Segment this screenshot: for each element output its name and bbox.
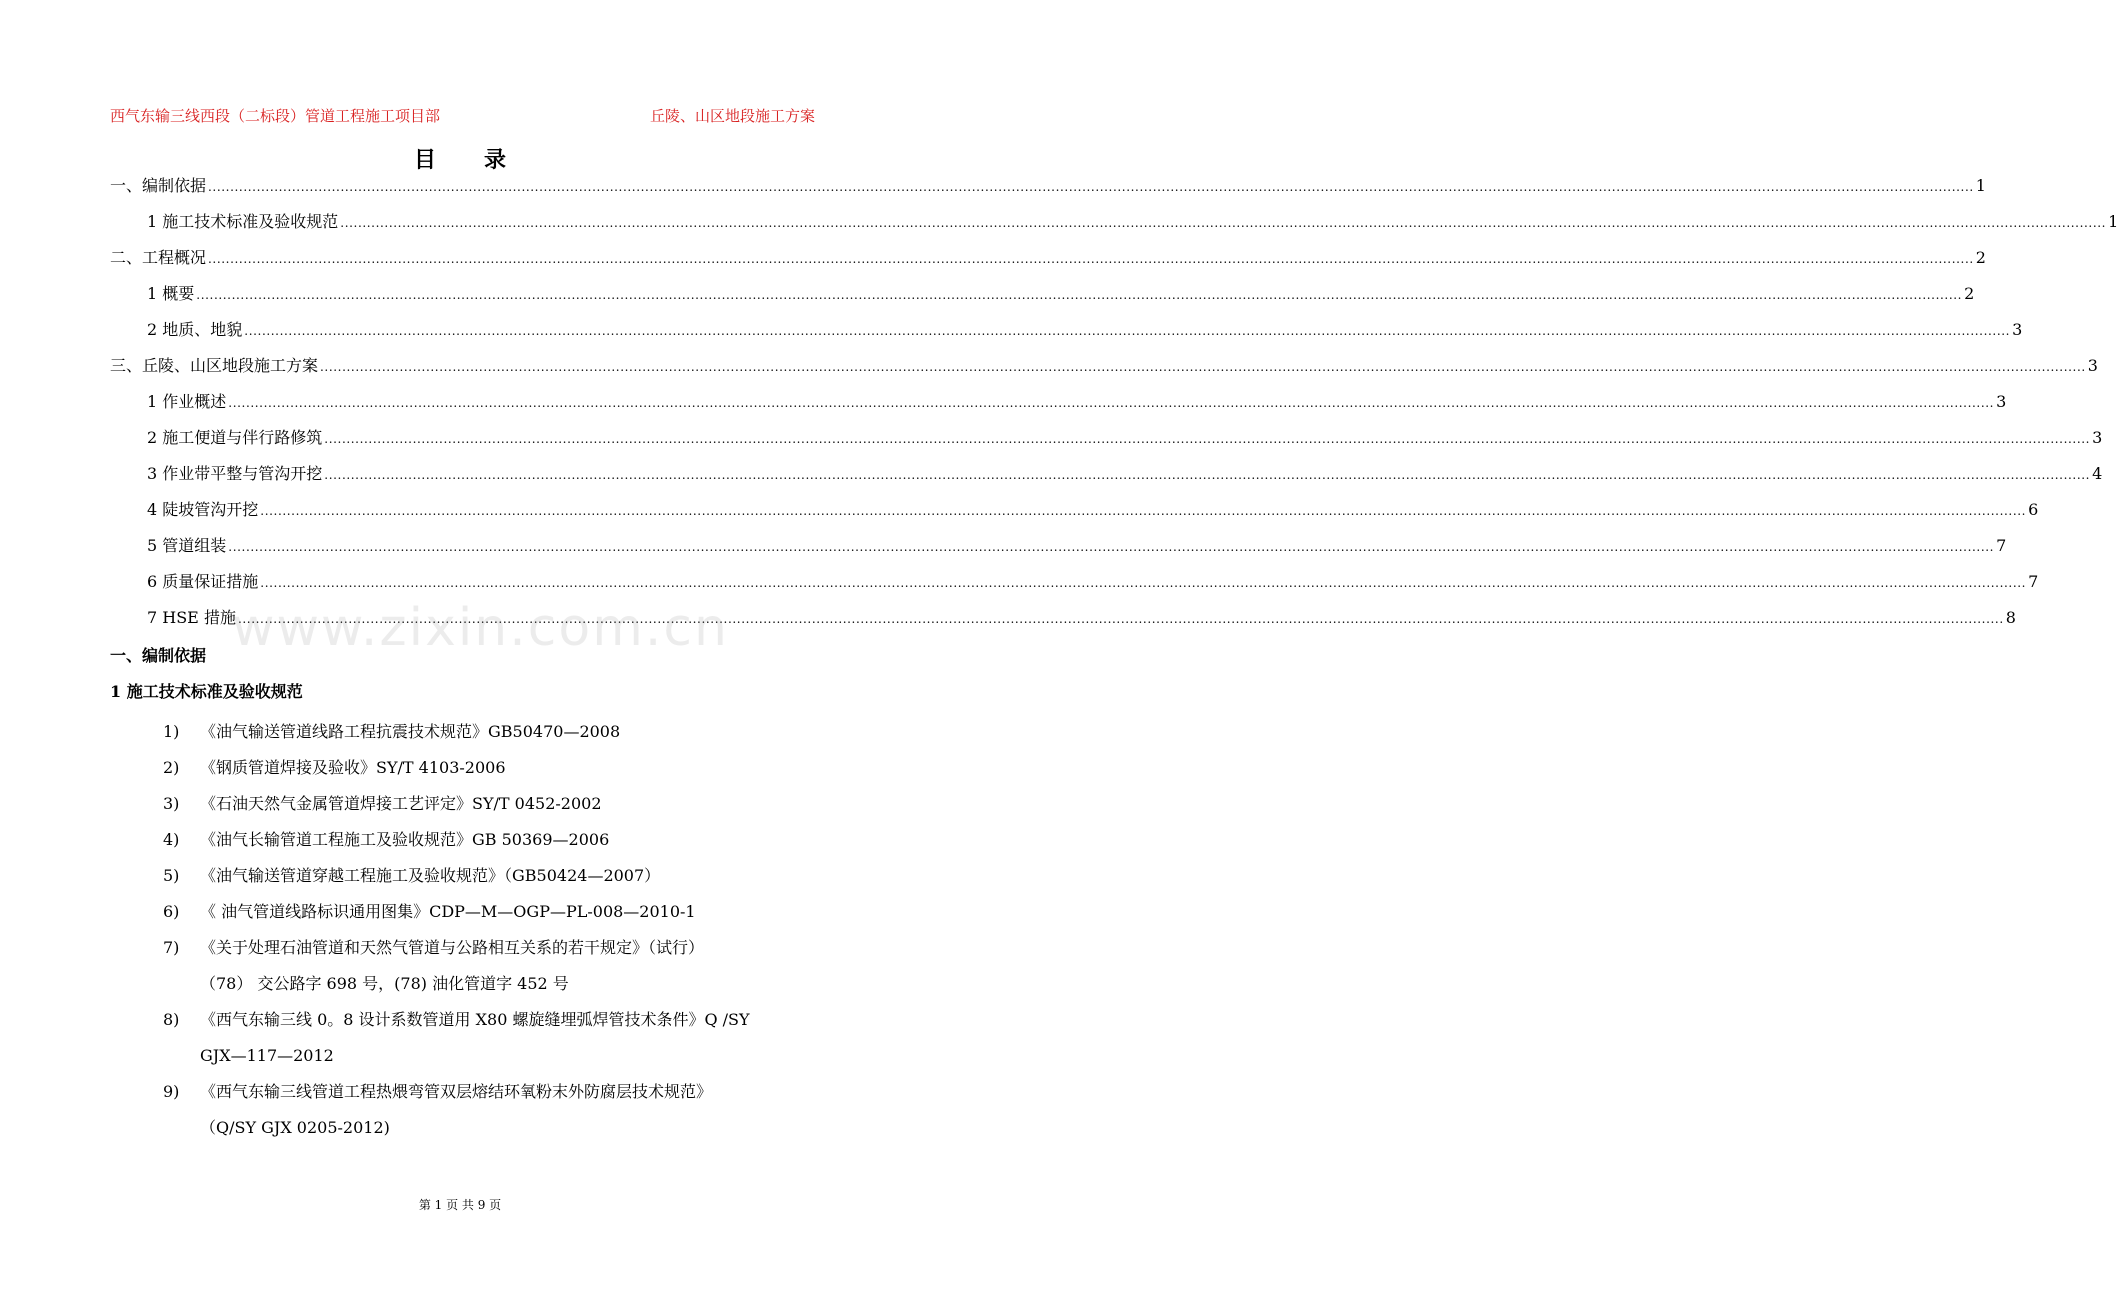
header-project-name: 西气东输三线西段（二标段）管道工程施工项目部: [110, 107, 441, 125]
toc-entry[interactable]: [110, 207, 2118, 243]
toc-entry-page: 7: [1996, 536, 2007, 555]
toc-entry[interactable]: [110, 531, 2007, 567]
reference-item: [163, 786, 823, 822]
toc-leader-dots: ................................................................................................................................................................................................................................................................................................................................................................................................................: [237, 612, 2004, 626]
reference-number: 4): [163, 830, 180, 849]
reference-item: [163, 714, 823, 750]
reference-number: 5): [163, 866, 180, 885]
toc-leader-dots: ................................................................................................................................................................................................................................................................................................................................................................................................................: [244, 324, 2011, 338]
reference-number: 7): [163, 938, 180, 957]
reference-list: [163, 714, 823, 1146]
toc-entry-label: 一、编制依据: [110, 176, 207, 195]
reference-text: [200, 822, 823, 858]
toc-entry[interactable]: [110, 351, 2098, 387]
reference-number: 3): [163, 794, 180, 813]
table-of-contents: [110, 171, 2118, 639]
reference-item: [163, 750, 823, 786]
toc-entry-label: 6 质量保证措施: [147, 572, 259, 591]
reference-continuation: GJX—117—2012: [200, 1046, 334, 1065]
reference-item: [163, 894, 823, 930]
toc-entry-label: 三、丘陵、山区地段施工方案: [110, 356, 319, 375]
toc-leader-dots: ................................................................................................................................................................................................................................................................................................................................................................................................................: [208, 180, 1974, 194]
toc-leader-dots: ................................................................................................................................................................................................................................................................................................................................................................................................................: [196, 288, 1963, 302]
toc-entry-label: 1 概要: [147, 284, 195, 303]
reference-number: 2): [163, 758, 180, 777]
reference-text: [200, 786, 823, 822]
toc-entry-page: 8: [2005, 608, 2016, 627]
page-header: [110, 105, 815, 127]
toc-entry-label: 2 施工便道与伴行路修筑: [147, 428, 323, 447]
toc-title: 目录: [413, 147, 554, 173]
reference-continuation: （Q/SY GJX 0205-2012): [200, 1118, 390, 1137]
toc-entry-page: 7: [2028, 572, 2039, 591]
toc-entry[interactable]: [110, 495, 2039, 531]
reference-title: 《油气长输管道工程施工及验收规范》GB 50369—2006: [200, 830, 610, 849]
toc-leader-dots: ................................................................................................................................................................................................................................................................................................................................................................................................................: [324, 468, 2091, 482]
reference-text: [200, 894, 823, 930]
section-heading: 一、编制依据: [110, 646, 207, 665]
toc-entry-label: 1 作业概述: [147, 392, 227, 411]
reference-title: 《关于处理石油管道和天然气管道与公路相互关系的若干规定》（试行）: [200, 938, 705, 957]
toc-entry[interactable]: [110, 279, 1975, 315]
toc-leader-dots: ................................................................................................................................................................................................................................................................................................................................................................................................................: [228, 396, 1995, 410]
toc-entry-label: 4 陡坡管沟开挖: [147, 500, 259, 519]
reference-number: 9): [163, 1082, 180, 1101]
reference-title: 《西气东输三线 0。8 设计系数管道用 X80 螺旋缝埋弧焊管技术条件》Q /SY: [200, 1010, 750, 1029]
toc-entry-label: 1 施工技术标准及验收规范: [147, 212, 339, 231]
toc-leader-dots: ................................................................................................................................................................................................................................................................................................................................................................................................................: [260, 576, 2027, 590]
toc-entry[interactable]: [110, 243, 1986, 279]
reference-item: [163, 930, 823, 1002]
toc-entry-page: 4: [2092, 464, 2103, 483]
toc-entry-page: 1: [1975, 176, 1986, 195]
reference-number: 8): [163, 1010, 180, 1029]
reference-title: 《油气输送管道穿越工程施工及验收规范》（GB50424—2007）: [200, 866, 661, 885]
toc-entry-label: 5 管道组装: [147, 536, 227, 555]
reference-title: 《油气输送管道线路工程抗震技术规范》GB50470—2008: [200, 722, 621, 741]
toc-entry-page: 3: [2012, 320, 2023, 339]
reference-item: [163, 822, 823, 858]
toc-entry[interactable]: [110, 387, 2007, 423]
toc-entry-label: 2 地质、地貌: [147, 320, 243, 339]
toc-entry-page: 6: [2028, 500, 2039, 519]
toc-entry-label: 7 HSE 措施: [147, 608, 236, 627]
reference-number: 1): [163, 722, 180, 741]
header-document-title: 丘陵、山区地段施工方案: [649, 107, 815, 125]
reference-text: [200, 714, 823, 750]
toc-leader-dots: ................................................................................................................................................................................................................................................................................................................................................................................................................: [340, 216, 2107, 230]
reference-number: 6): [163, 902, 180, 921]
toc-leader-dots: ................................................................................................................................................................................................................................................................................................................................................................................................................: [260, 504, 2027, 518]
reference-title: 《钢质管道焊接及验收》SY/T 4103-2006: [200, 758, 506, 777]
watermark: www.zixin.com.cn: [232, 598, 729, 658]
toc-entry-page: 2: [1975, 248, 1986, 267]
reference-text: [200, 858, 823, 894]
page-footer: 第 1 页 共 9 页: [418, 1198, 502, 1212]
toc-leader-dots: ................................................................................................................................................................................................................................................................................................................................................................................................................: [228, 540, 1995, 554]
toc-entry[interactable]: [110, 171, 1986, 207]
reference-text: [200, 1074, 823, 1146]
toc-leader-dots: ................................................................................................................................................................................................................................................................................................................................................................................................................: [208, 252, 1974, 266]
toc-entry[interactable]: [110, 423, 2103, 459]
reference-title: 《石油天然气金属管道焊接工艺评定》SY/T 0452-2002: [200, 794, 602, 813]
toc-entry-label: 3 作业带平整与管沟开挖: [147, 464, 323, 483]
reference-continuation: （78） 交公路字 698 号，(78) 油化管道字 452 号: [200, 974, 569, 993]
subsection-heading: 1 施工技术标准及验收规范: [110, 682, 303, 701]
toc-entry-page: 3: [2087, 356, 2098, 375]
toc-leader-dots: ................................................................................................................................................................................................................................................................................................................................................................................................................: [320, 360, 2086, 374]
toc-entry-page: 3: [2092, 428, 2103, 447]
reference-text: [200, 930, 823, 1002]
toc-entry-page: 3: [1996, 392, 2007, 411]
reference-title: 《西气东输三线管道工程热煨弯管双层熔结环氧粉末外防腐层技术规范》: [200, 1082, 713, 1101]
reference-item: [163, 858, 823, 894]
toc-entry[interactable]: [110, 459, 2103, 495]
reference-text: [200, 750, 823, 786]
reference-text: [200, 1002, 823, 1074]
reference-title: 《 油气管道线路标识通用图集》CDP—M—OGP—PL-008—2010-1: [200, 902, 696, 921]
toc-entry-label: 二、工程概况: [110, 248, 207, 267]
toc-leader-dots: ................................................................................................................................................................................................................................................................................................................................................................................................................: [324, 432, 2091, 446]
toc-entry-page: 2: [1964, 284, 1975, 303]
toc-entry-page: 1: [2108, 212, 2118, 231]
reference-item: [163, 1074, 823, 1146]
toc-entry[interactable]: [110, 315, 2023, 351]
reference-item: [163, 1002, 823, 1074]
